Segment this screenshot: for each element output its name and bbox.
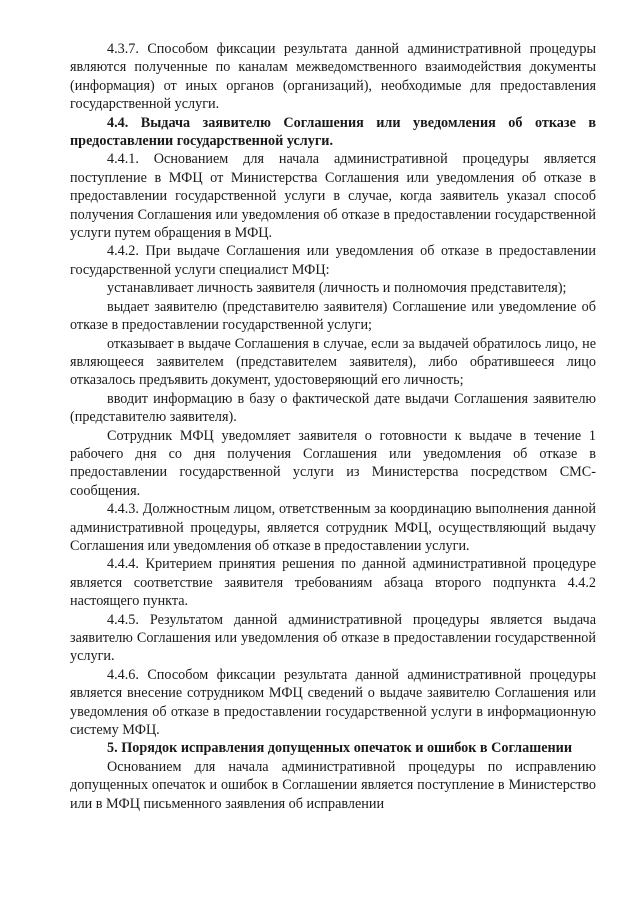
paragraph-4-4-4: 4.4.4. Критерием принятия решения по данной административной процедуре является соответствие заявителя требованиям абзаца второго подпункта 4.4.2 настоящего пункта. <box>70 556 596 610</box>
heading-5: 5. Порядок исправления допущенных опечаток и ошибок в Соглашении <box>107 740 573 757</box>
paragraph-5-intro: Основанием для начала административной процедуры по исправлению допущенных опечаток и ошибок в Соглашении является поступление в Министерство или в МФЦ письменного заявления об исправлении <box>70 758 596 812</box>
list-item-enter-info: вводит информацию в базу о фактической дате выдачи Соглашения заявителю (представителю заявителя). <box>70 390 596 426</box>
paragraph-4-4-5: 4.4.5. Результатом данной административной процедуры является выдача заявителю Соглашения или уведомления об отказе в предоставлении государственной услуги. <box>70 611 596 665</box>
paragraph-4-3-7: 4.3.7. Способом фиксации результата данной административной процедуры являются полученные по каналам межведомственного взаимодействия документы (информация) от иных органов (организаций), необходимые для предоставления государственной услуги. <box>70 41 596 113</box>
paragraph-4-4-1: 4.4.1. Основанием для начала административной процедуры является поступление в МФЦ от Министерства Соглашения или уведомления об отказе в предоставлении государственной услуги в случае, когда заявитель указал способ получения Соглашения или уведомления об отказе в предоставлении государственной услуги путем обращения в МФЦ. <box>70 151 596 242</box>
heading-4-4: 4.4. Выдача заявителю Соглашения или уведомления об отказе в предоставлении государственной услуги. <box>70 114 596 150</box>
paragraph-notify: Сотрудник МФЦ уведомляет заявителя о готовности к выдаче в течение 1 рабочего дня со дня получения Соглашения или уведомления об отказе в предоставлении государственной услуги из Министерства посредством СМС-сообщения. <box>70 427 596 499</box>
paragraph-4-4-6: 4.4.6. Способом фиксации результата данной административной процедуры является внесение сотрудником МФЦ сведений о выдаче заявителю Соглашения или уведомления об отказе в предоставлении государственной услуги в информационную систему МФЦ. <box>70 666 596 739</box>
list-item-issue: выдает заявителю (представителю заявителя) Соглашение или уведомление об отказе в предоставлении государственной услуги; <box>70 298 596 334</box>
paragraph-4-4-3: 4.4.3. Должностным лицом, ответственным за координацию выполнения данной административной процедуры, является сотрудник МФЦ, осуществляющий выдачу Соглашения или уведомления об отказе в предоставлении услуги. <box>70 501 596 554</box>
document-page <box>70 40 596 813</box>
paragraph-4-4-2: 4.4.2. При выдаче Соглашения или уведомления об отказе в предоставлении государственной услуги специалист МФЦ: <box>70 243 596 278</box>
list-item-refuse: отказывает в выдаче Соглашения в случае, если за выдачей обратилось лицо, не являющееся заявителем (представителем заявителя), либо обратившееся лицо отказалось предъявить документ, удостоверяющий его личность; <box>70 335 596 389</box>
list-item-identify: устанавливает личность заявителя (личность и полномочия представителя); <box>107 280 567 297</box>
